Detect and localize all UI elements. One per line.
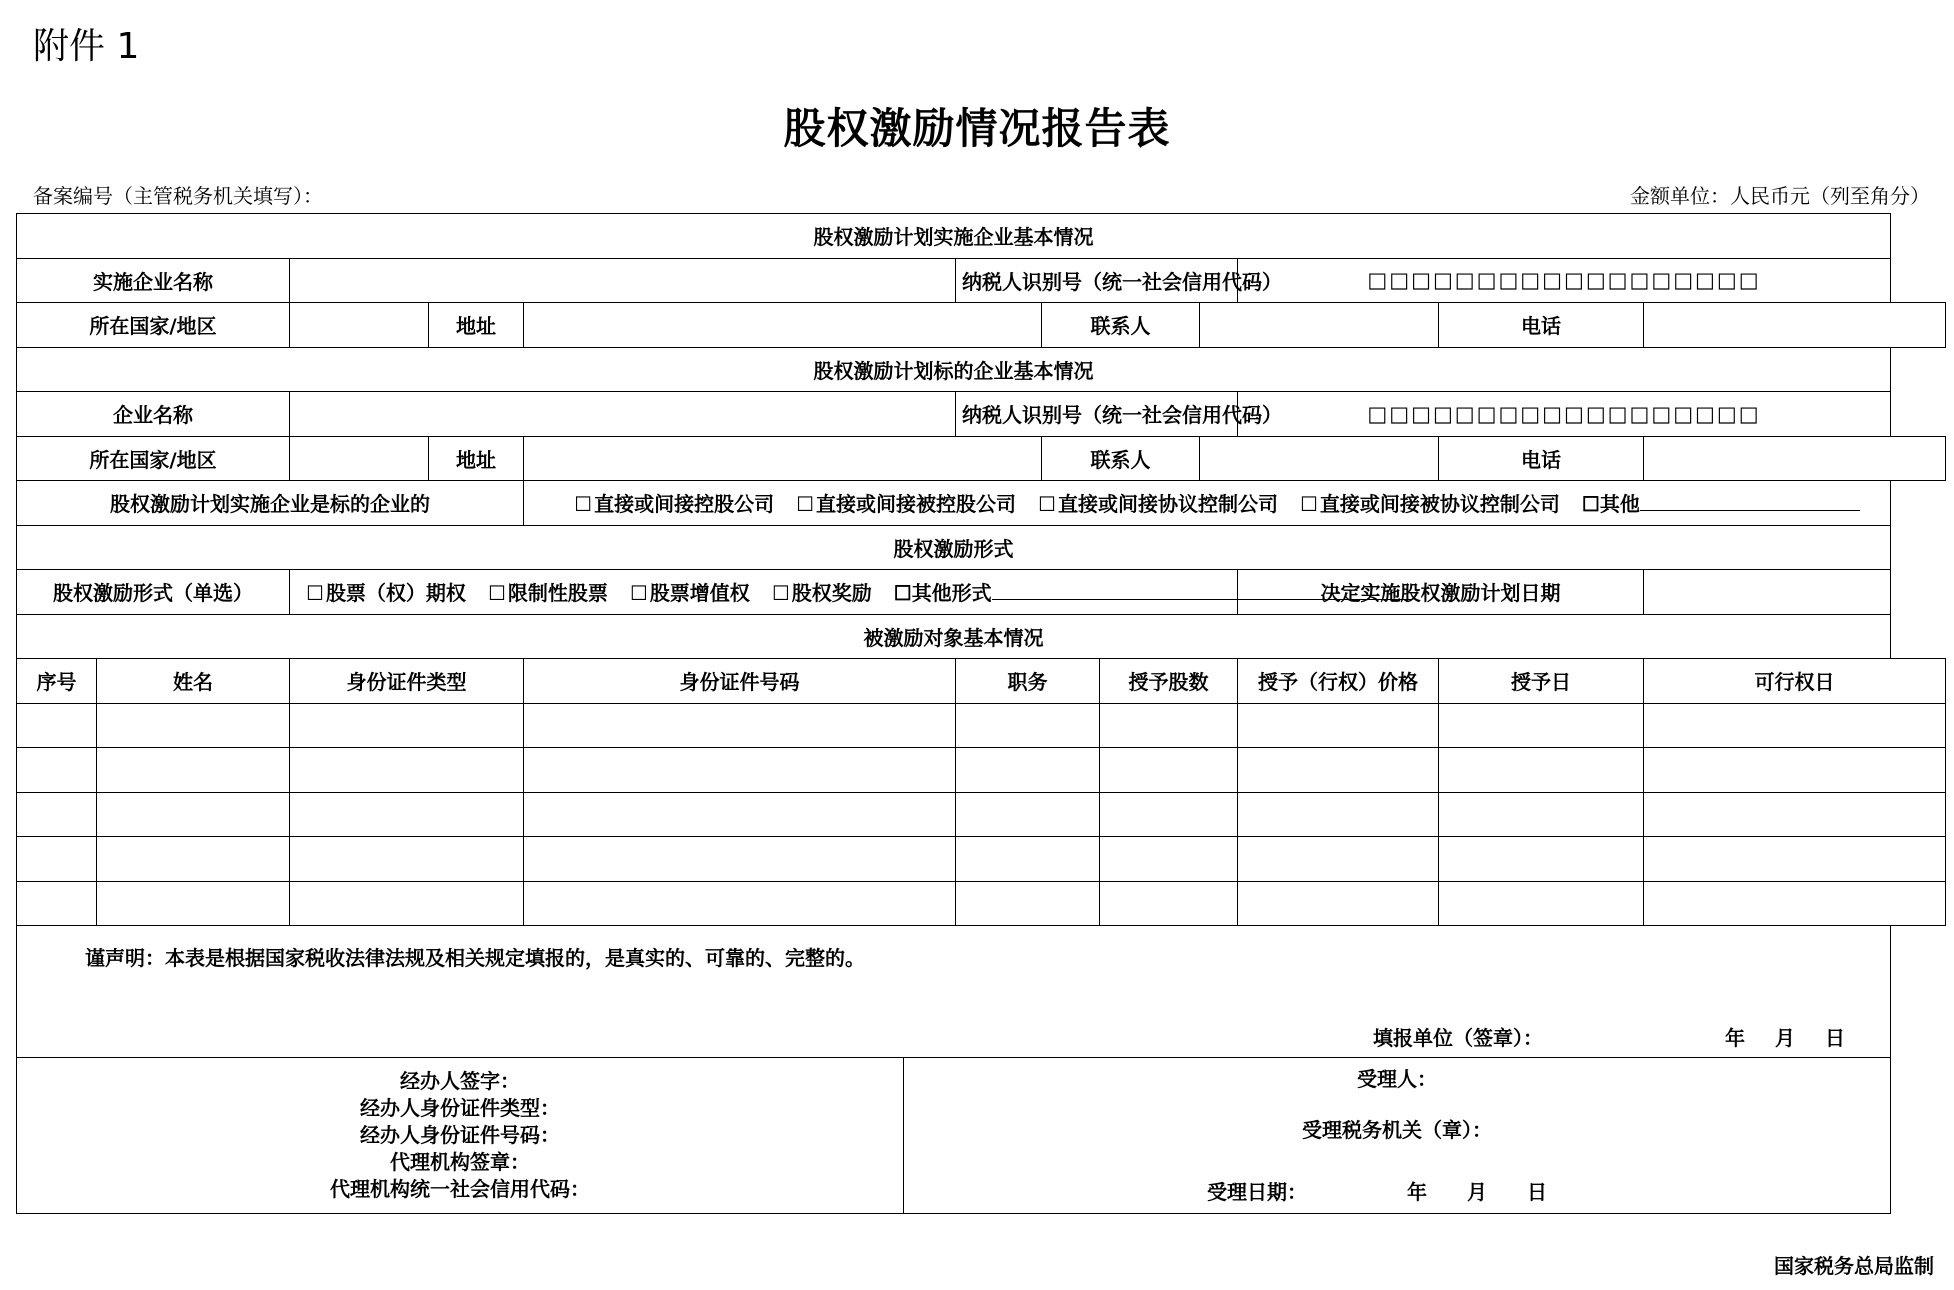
cell[interactable] <box>1644 881 1946 926</box>
form-option-other[interactable]: ☐其他形式 <box>894 581 1412 605</box>
cell[interactable] <box>1100 837 1238 882</box>
cell[interactable] <box>956 881 1100 926</box>
cell[interactable] <box>956 748 1100 793</box>
cell[interactable] <box>524 792 956 837</box>
agency-seal-label: 代理机构签章： <box>390 1150 530 1174</box>
section2-address-label: 地址 <box>429 436 524 481</box>
section2-taxpayer-id-boxes[interactable]: □□□□□□□□□□□□□□□□□□ <box>1238 392 1891 437</box>
page-title: 股权激励情况报告表 <box>783 104 1171 153</box>
receive-date: 受理日期： 年 月 日 <box>1207 1179 1547 1204</box>
form-option-restricted-stock[interactable]: ☐ 限制性股票 <box>487 581 608 606</box>
cell[interactable] <box>1644 748 1946 793</box>
section2-taxpayer-id-label: 纳税人识别号（统一社会信用代码） <box>956 392 1238 437</box>
section1-company-name-label: 实施企业名称 <box>17 258 290 303</box>
form-option-appreciation-right[interactable]: ☐ 股票增值权 <box>629 581 750 606</box>
section1-heading: 股权激励计划实施企业基本情况 <box>17 214 1891 259</box>
currency-note: 金额单位：人民币元（列至角分） <box>1630 184 1930 208</box>
table-header-row <box>17 659 1946 704</box>
cell[interactable] <box>97 748 290 793</box>
section1-country-label: 所在国家/地区 <box>17 303 290 348</box>
cell[interactable] <box>1439 837 1644 882</box>
cell[interactable] <box>1100 748 1238 793</box>
cell[interactable] <box>524 703 956 748</box>
relation-option-agreement-held[interactable]: ☐ 直接或间接被协议控制公司 <box>1299 492 1560 517</box>
relation-label: 股权激励计划实施企业是标的企业的 <box>17 481 524 526</box>
column-header: 可行权日 <box>1644 659 1946 704</box>
receiver-block <box>904 1058 1891 1214</box>
cell[interactable] <box>1238 748 1439 793</box>
report-form <box>16 213 1946 1214</box>
cell[interactable] <box>1439 792 1644 837</box>
decision-date-field[interactable] <box>1644 570 1891 615</box>
agent-id-type-label: 经办人身份证件类型： <box>360 1096 560 1120</box>
cell[interactable] <box>1238 703 1439 748</box>
cell[interactable] <box>97 703 290 748</box>
agent-block <box>17 1058 904 1214</box>
cell[interactable] <box>956 792 1100 837</box>
section1-country-field[interactable] <box>290 303 429 348</box>
checkbox-icon: ☐ <box>629 581 648 606</box>
cell[interactable] <box>17 748 97 793</box>
cell[interactable] <box>17 703 97 748</box>
section2-company-name-label: 企业名称 <box>17 392 290 437</box>
cell[interactable] <box>290 703 524 748</box>
section2-company-name-field[interactable] <box>290 392 956 437</box>
cell[interactable] <box>97 837 290 882</box>
cell[interactable] <box>956 837 1100 882</box>
column-header: 姓名 <box>97 659 290 704</box>
cell[interactable] <box>1238 792 1439 837</box>
other-blank-line[interactable] <box>1640 490 1860 511</box>
column-header: 身份证件号码 <box>524 659 956 704</box>
cell[interactable] <box>1100 792 1238 837</box>
form-option-stock-option[interactable]: ☐ 股票（权）期权 <box>306 581 466 606</box>
cell[interactable] <box>1439 748 1644 793</box>
cell[interactable] <box>290 792 524 837</box>
column-header: 授予（行权）价格 <box>1238 659 1439 704</box>
table-row <box>17 703 1946 748</box>
column-header: 授予股数 <box>1100 659 1238 704</box>
checkbox-icon: ☐ <box>574 492 593 517</box>
section1-phone-label: 电话 <box>1439 303 1644 348</box>
cell[interactable] <box>17 837 97 882</box>
form-option-equity-award[interactable]: ☐ 股权奖励 <box>771 581 872 606</box>
relation-option-held[interactable]: ☐ 直接或间接被控股公司 <box>796 492 1017 517</box>
section2-heading: 股权激励计划标的企业基本情况 <box>17 347 1891 392</box>
cell[interactable] <box>1644 703 1946 748</box>
cell[interactable] <box>956 703 1100 748</box>
checkbox-icon: ☐ <box>306 581 324 606</box>
cell[interactable] <box>524 837 956 882</box>
declaration-text: 谨声明：本表是根据国家税收法律法规及相关规定填报的，是真实的、可靠的、完整的。 <box>85 946 865 970</box>
cell[interactable] <box>1644 792 1946 837</box>
agent-signature-label: 经办人签字： <box>400 1069 520 1093</box>
tax-office-label: 受理税务机关（章）： <box>1302 1117 1492 1142</box>
relation-option-agreement[interactable]: ☐ 直接或间接协议控制公司 <box>1038 492 1278 517</box>
section3-heading: 股权激励形式 <box>17 525 1891 570</box>
section1-company-name-field[interactable] <box>290 258 956 303</box>
table-row <box>17 881 1946 926</box>
agency-credit-code-label: 代理机构统一社会信用代码： <box>330 1177 590 1201</box>
form-options <box>290 570 1238 615</box>
footer-issuer: 国家税务总局监制 <box>1774 1254 1934 1278</box>
section2-phone-label: 电话 <box>1439 436 1644 481</box>
section2-country-label: 所在国家/地区 <box>17 436 290 481</box>
cell[interactable] <box>1238 881 1439 926</box>
checkbox-icon: ☐ <box>771 581 790 606</box>
declaration-date[interactable]: 年 月 日 <box>1725 1026 1845 1050</box>
relation-option-holding[interactable]: ☐ 直接或间接控股公司 <box>574 492 775 517</box>
section2-country-field[interactable] <box>290 436 429 481</box>
cell[interactable] <box>17 792 97 837</box>
section1-taxpayer-id-label: 纳税人识别号（统一社会信用代码） <box>956 258 1238 303</box>
section1-taxpayer-id-boxes[interactable]: □□□□□□□□□□□□□□□□□□ <box>1238 258 1891 303</box>
cell[interactable] <box>1439 881 1644 926</box>
section1-address-label: 地址 <box>429 303 524 348</box>
cell[interactable] <box>1100 881 1238 926</box>
cell[interactable] <box>524 881 956 926</box>
fill-unit-label: 填报单位（签章）： <box>1373 1026 1543 1050</box>
column-header: 授予日 <box>1439 659 1644 704</box>
column-header: 身份证件类型 <box>290 659 524 704</box>
record-number-label: 备案编号（主管税务机关填写）： <box>33 184 323 208</box>
agent-id-number-label: 经办人身份证件号码： <box>360 1123 560 1147</box>
section1-phone-field[interactable] <box>1644 303 1946 348</box>
section2-address-field[interactable] <box>524 436 1042 481</box>
section2-phone-field[interactable] <box>1644 436 1946 481</box>
column-header: 职务 <box>956 659 1100 704</box>
section2-contact-label: 联系人 <box>1042 436 1200 481</box>
receiver-label: 受理人： <box>1357 1066 1437 1091</box>
cell[interactable] <box>17 881 97 926</box>
section4-heading: 被激励对象基本情况 <box>17 614 1891 659</box>
section1-contact-field[interactable] <box>1200 303 1439 348</box>
decision-date-label: 决定实施股权激励计划日期 <box>1238 570 1644 615</box>
cell[interactable] <box>1644 837 1946 882</box>
cell[interactable] <box>290 837 524 882</box>
cell[interactable] <box>1100 703 1238 748</box>
form-label: 股权激励形式（单选） <box>17 570 290 615</box>
checkbox-icon: ☐ <box>796 492 815 517</box>
section2-contact-field[interactable] <box>1200 436 1439 481</box>
cell[interactable] <box>97 792 290 837</box>
relation-options <box>524 481 1891 526</box>
column-header: 序号 <box>17 659 97 704</box>
table-row <box>17 748 1946 793</box>
checkbox-icon: ☐ <box>1038 492 1056 517</box>
table-row <box>17 792 1946 837</box>
table-row <box>17 837 1946 882</box>
checkbox-icon: ☐ <box>893 581 912 606</box>
declaration-block <box>17 926 1891 1058</box>
cell[interactable] <box>1439 703 1644 748</box>
section1-address-field[interactable] <box>524 303 1042 348</box>
relation-option-other[interactable]: ☐其他 <box>1582 492 1860 516</box>
checkbox-icon: ☐ <box>1299 492 1318 517</box>
cell[interactable] <box>524 748 956 793</box>
checkbox-icon: ☐ <box>487 581 506 606</box>
attachment-label: 附件 1 <box>33 26 140 67</box>
checkbox-icon: ☐ <box>1581 492 1600 517</box>
cell[interactable] <box>1238 837 1439 882</box>
cell[interactable] <box>290 881 524 926</box>
section1-contact-label: 联系人 <box>1042 303 1200 348</box>
cell[interactable] <box>290 748 524 793</box>
cell[interactable] <box>97 881 290 926</box>
